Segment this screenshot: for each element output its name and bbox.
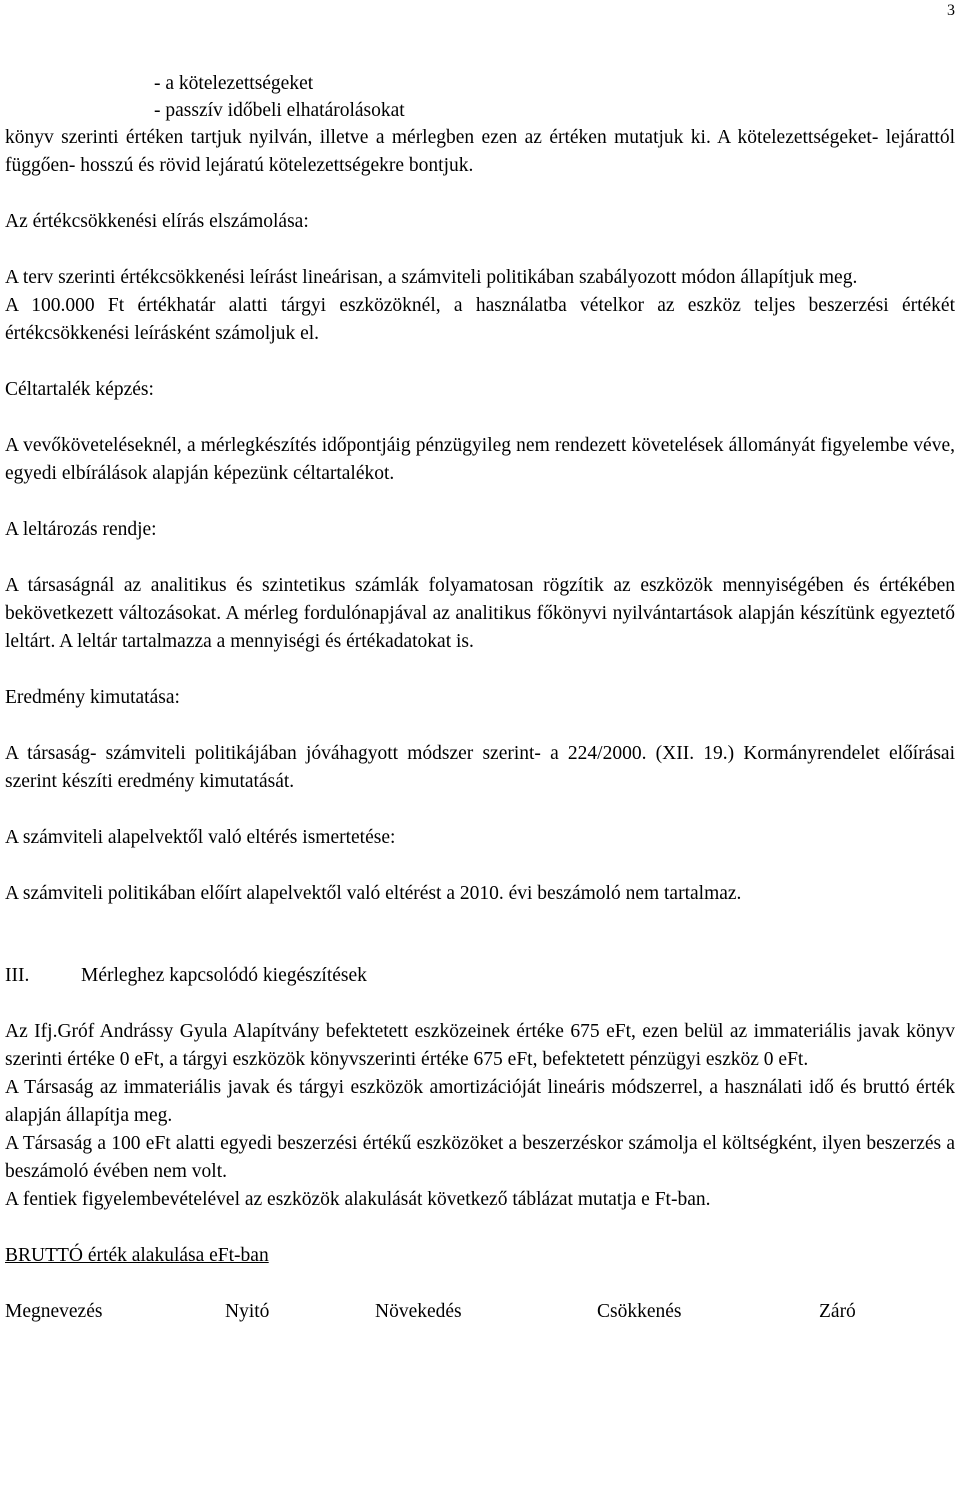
intro-list-item: - a kötelezettségeket xyxy=(154,73,314,94)
section-paragraph: A fentiek figyelembevételével az eszközök alakulását következő táblázat mutatja e Ft-ban. xyxy=(5,1189,711,1210)
section-heading-provisions: Céltartalék képzés: xyxy=(5,379,154,400)
section-paragraph: A társaságnál az analitikus és szintetikus számlák folyamatosan rögzítik az eszközök mennyiségében és értékében bekövetkezett változásokat. A mérleg fordulónapjával az analitikus főkönyvi nyilvántartások alapján készítünk egyeztető leltárt. A leltár tartalmazza a mennyiségi és értékadatokat is. xyxy=(5,575,955,652)
table-header-cell: Záró xyxy=(819,1301,856,1322)
page-number: 3 xyxy=(947,2,955,19)
intro-list-item: - passzív időbeli elhatárolásokat xyxy=(154,100,405,121)
table-title: BRUTTÓ érték alakulása eFt-ban xyxy=(5,1245,269,1266)
section-paragraph: A Társaság a 100 eFt alatti egyedi beszerzési értékű eszközöket a beszerzéskor számolja el költségként, ilyen beszerzés a beszámoló évében nem volt. xyxy=(5,1133,955,1182)
section-heading-income-statement: Eredmény kimutatása: xyxy=(5,687,180,708)
section-heading-inventory: A leltározás rendje: xyxy=(5,519,157,540)
section-heading-depreciation: Az értékcsökkenési elírás elszámolása: xyxy=(5,211,309,232)
section-number: III. xyxy=(5,965,30,986)
section-paragraph: Az Ifj.Gróf Andrássy Gyula Alapítvány befektetett eszközeinek értéke 675 eFt, ezen belül az immateriális javak könyv szerinti értéke 0 eFt, a tárgyi eszközök könyvszerinti értéke 675 eFt, befektetett pénzügyi eszköz 0 eFt. xyxy=(5,1021,955,1070)
table-header-row xyxy=(5,1298,955,1326)
document-body xyxy=(5,70,955,1326)
section-paragraph: A vevőköveteléseknél, a mérlegkészítés időpontjáig pénzügyileg nem rendezett követelések állományát figyelembe véve, egyedi elbírálások alapján képezünk céltartalékot. xyxy=(5,435,955,484)
section-paragraph: A társaság- számviteli politikájában jóváhagyott módszer szerint- a 224/2000. (XII. 19.) Kormányrendelet előírásai szerint készíti eredmény kimutatását. xyxy=(5,743,955,792)
table-header-cell: Nyitó xyxy=(225,1301,270,1322)
section-title-text: Mérleghez kapcsolódó kiegészítések xyxy=(81,965,367,986)
section-heading-principles: A számviteli alapelvektől való eltérés ismertetése: xyxy=(5,827,396,848)
table-header-cell: Csökkenés xyxy=(597,1301,682,1322)
table-header-cell: Megnevezés xyxy=(5,1301,103,1322)
section-paragraph: A számviteli politikában előírt alapelvektől való eltérést a 2010. évi beszámoló nem tartalmaz. xyxy=(5,883,742,904)
intro-paragraph: könyv szerinti értéken tartjuk nyilván, illetve a mérlegben ezen az értéken mutatjuk ki. A kötelezettségeket- lejárattól függően- hosszú és rövid lejáratú kötelezettségekre bontjuk. xyxy=(5,127,955,176)
section-paragraph: A Társaság az immateriális javak és tárgyi eszközök amortizációját lineáris módszerrel, a használati idő és bruttó érték alapján állapítja meg. xyxy=(5,1077,955,1126)
section-paragraph: A terv szerinti értékcsökkenési leírást lineárisan, a számviteli politikában szabályozott módon állapítjuk meg. xyxy=(5,267,858,288)
table-header-cell: Növekedés xyxy=(375,1301,462,1322)
section-paragraph: A 100.000 Ft értékhatár alatti tárgyi eszközöknél, a használatba vételkor az eszköz teljes beszerzési értékét értékcsökkenési leírásként számoljuk el. xyxy=(5,295,955,344)
section-three-title xyxy=(5,962,955,990)
